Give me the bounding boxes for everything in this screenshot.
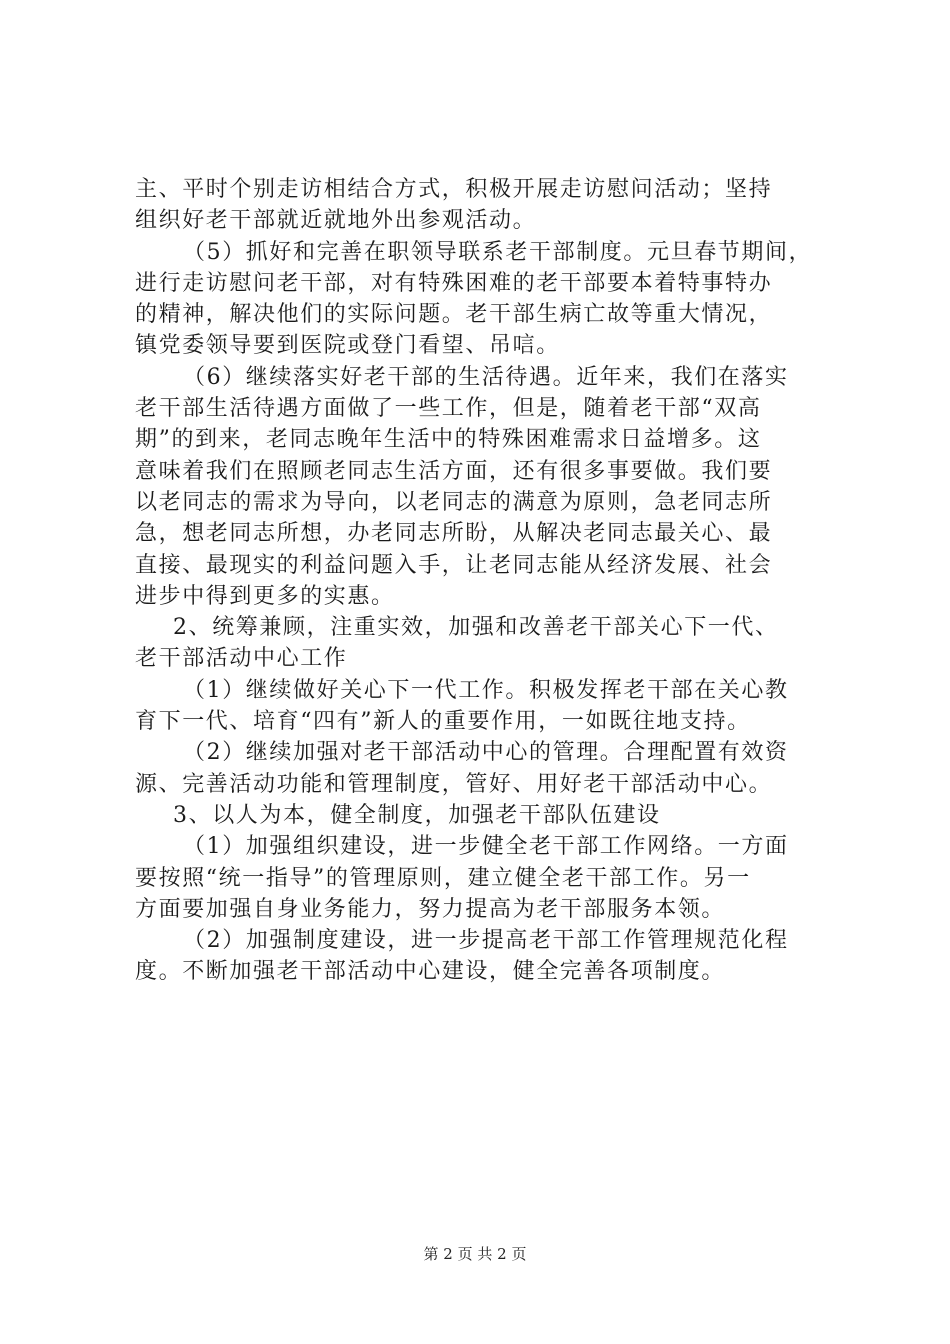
text-line: 意味着我们在照顾老同志生活方面，还有很多事要做。我们要 — [135, 458, 773, 484]
text-line: （2）继续加强对老干部活动中心的管理。合理配置有效资 — [183, 740, 789, 766]
text-line: 以老同志的需求为导向，以老同志的满意为原则，急老同志所 — [135, 489, 773, 515]
text-line: 主、平时个别走访相结合方式，积极开展走访慰问活动；坚持 — [135, 177, 773, 202]
text-line: 急，想老同志所想，办老同志所盼，从解决老同志最关心、最 — [135, 521, 773, 547]
text-line: （5）抓好和完善在职领导联系老干部制度。元旦春节期间， — [183, 239, 813, 265]
text-line: 镇党委领导要到医院或登门看望、吊唁。 — [135, 333, 560, 359]
document-body — [135, 174, 835, 988]
text-line: （6）继续落实好老干部的生活待遇。近年来，我们在落实 — [183, 364, 789, 390]
text-line: 育下一代、培育“四有”新人的重要作用，一如既往地支持。 — [135, 709, 751, 735]
text-line: 的精神，解决他们的实际问题。老干部生病亡故等重大情况， — [135, 302, 773, 328]
text-line: 老干部活动中心工作 — [135, 646, 348, 672]
text-line: 方面要加强自身业务能力，努力提高为老干部服务本领。 — [135, 896, 726, 922]
text-line: （2）加强制度建设，进一步提高老干部工作管理规范化程 — [183, 928, 789, 954]
text-line: （1）加强组织建设，进一步健全老干部工作网络。一方面 — [183, 834, 789, 860]
text-line: 要按照“统一指导”的管理原则，建立健全老干部工作。另一 — [135, 865, 751, 891]
text-line: 老干部生活待遇方面做了一些工作，但是，随着老干部“双高 — [135, 396, 762, 422]
text-line: 组织好老干部就近就地外出参观活动。 — [135, 208, 537, 234]
text-line: （1）继续做好关心下一代工作。积极发挥老干部在关心教 — [183, 677, 789, 703]
text-line: 3、以人为本，健全制度，加强老干部队伍建设 — [173, 802, 661, 828]
text-line: 进步中得到更多的实惠。 — [135, 583, 395, 609]
text-line: 源、完善活动功能和管理制度，管好、用好老干部活动中心。 — [135, 771, 773, 797]
text-line: 进行走访慰问老干部，对有特殊困难的老干部要本着特事特办 — [135, 270, 773, 296]
text-line: 2、统筹兼顾，注重实效，加强和改善老干部关心下一代、 — [173, 615, 779, 641]
text-line: 度。不断加强老干部活动中心建设，健全完善各项制度。 — [135, 959, 726, 985]
text-line: 直接、最现实的利益问题入手，让老同志能从经济发展、社会 — [135, 552, 773, 578]
text-line: 期”的到来，老同志晚年生活中的特殊困难需求日益增多。这 — [135, 427, 762, 453]
page-footer: 第 2 页 共 2 页 — [423, 1245, 527, 1263]
